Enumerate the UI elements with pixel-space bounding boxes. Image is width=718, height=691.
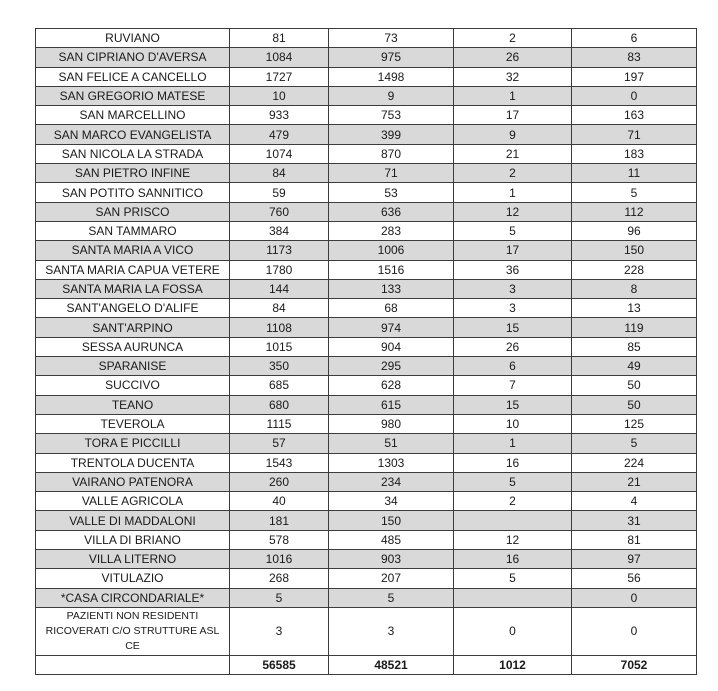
deaths-cell: 5 xyxy=(454,569,572,588)
table-row xyxy=(36,29,697,48)
municipality-name-cell: SAN MARCO EVANGELISTA xyxy=(36,125,230,144)
active-cases-cell: 7052 xyxy=(572,655,697,674)
total-cases-cell: 578 xyxy=(230,530,329,549)
deaths-cell: 2 xyxy=(454,29,572,48)
recovered-cell: 234 xyxy=(329,472,454,491)
deaths-cell: 17 xyxy=(454,241,572,260)
municipality-name-cell: SAN NICOLA LA STRADA xyxy=(36,144,230,163)
municipality-name-cell: SAN TAMMARO xyxy=(36,221,230,240)
table-row xyxy=(36,299,697,318)
municipality-name-cell xyxy=(36,655,230,674)
deaths-cell: 5 xyxy=(454,221,572,240)
table-row xyxy=(36,221,697,240)
table-row xyxy=(36,588,697,607)
total-cases-cell: 1015 xyxy=(230,337,329,356)
deaths-cell xyxy=(454,511,572,530)
recovered-cell: 48521 xyxy=(329,655,454,674)
deaths-cell: 21 xyxy=(454,144,572,163)
municipality-name-cell: VILLA DI BRIANO xyxy=(36,530,230,549)
total-cases-cell: 144 xyxy=(230,279,329,298)
municipality-name-cell: RUVIANO xyxy=(36,29,230,48)
active-cases-cell: 0 xyxy=(572,607,697,655)
municipality-name-cell: TORA E PICCILLI xyxy=(36,434,230,453)
municipality-name-cell: SAN CIPRIANO D'AVERSA xyxy=(36,48,230,67)
total-cases-cell: 933 xyxy=(230,106,329,125)
recovered-cell: 980 xyxy=(329,414,454,433)
active-cases-cell: 150 xyxy=(572,241,697,260)
table-row xyxy=(36,279,697,298)
recovered-cell: 399 xyxy=(329,125,454,144)
active-cases-cell: 224 xyxy=(572,453,697,472)
total-cases-cell: 384 xyxy=(230,221,329,240)
active-cases-cell: 6 xyxy=(572,29,697,48)
active-cases-cell: 183 xyxy=(572,144,697,163)
table-row xyxy=(36,472,697,491)
table-row xyxy=(36,395,697,414)
recovered-cell: 903 xyxy=(329,550,454,569)
total-cases-cell: 1016 xyxy=(230,550,329,569)
deaths-cell: 2 xyxy=(454,164,572,183)
deaths-cell: 1012 xyxy=(454,655,572,674)
municipality-name-cell: VAIRANO PATENORA xyxy=(36,472,230,491)
total-cases-cell: 1108 xyxy=(230,318,329,337)
recovered-cell: 9 xyxy=(329,86,454,105)
total-cases-cell: 685 xyxy=(230,376,329,395)
municipality-name-cell: SAN FELICE A CANCELLO xyxy=(36,67,230,86)
table-row xyxy=(36,511,697,530)
table-row xyxy=(36,202,697,221)
active-cases-cell: 85 xyxy=(572,337,697,356)
municipality-name-cell: VALLE AGRICOLA xyxy=(36,492,230,511)
municipality-name-cell: SAN POTITO SANNITICO xyxy=(36,183,230,202)
active-cases-cell: 119 xyxy=(572,318,697,337)
table-row xyxy=(36,241,697,260)
recovered-cell: 71 xyxy=(329,164,454,183)
total-cases-cell: 84 xyxy=(230,299,329,318)
total-cases-cell: 59 xyxy=(230,183,329,202)
recovered-cell: 295 xyxy=(329,357,454,376)
municipality-name-cell: SESSA AURUNCA xyxy=(36,337,230,356)
municipality-name-cell: SAN MARCELLINO xyxy=(36,106,230,125)
active-cases-cell: 21 xyxy=(572,472,697,491)
deaths-cell: 1 xyxy=(454,183,572,202)
totals-row xyxy=(36,655,697,674)
total-cases-cell: 57 xyxy=(230,434,329,453)
total-cases-cell: 181 xyxy=(230,511,329,530)
active-cases-cell: 5 xyxy=(572,183,697,202)
active-cases-cell: 49 xyxy=(572,357,697,376)
recovered-cell: 3 xyxy=(329,607,454,655)
recovered-cell: 34 xyxy=(329,492,454,511)
recovered-cell: 615 xyxy=(329,395,454,414)
deaths-cell: 36 xyxy=(454,260,572,279)
deaths-cell: 15 xyxy=(454,395,572,414)
deaths-cell: 32 xyxy=(454,67,572,86)
municipality-name-cell: SUCCIVO xyxy=(36,376,230,395)
table-row xyxy=(36,357,697,376)
active-cases-cell: 4 xyxy=(572,492,697,511)
table-row xyxy=(36,106,697,125)
deaths-cell: 2 xyxy=(454,492,572,511)
total-cases-cell: 10 xyxy=(230,86,329,105)
deaths-cell: 1 xyxy=(454,86,572,105)
active-cases-cell: 83 xyxy=(572,48,697,67)
active-cases-cell: 31 xyxy=(572,511,697,530)
table-row xyxy=(36,164,697,183)
table-row xyxy=(36,125,697,144)
total-cases-cell: 40 xyxy=(230,492,329,511)
recovered-cell: 53 xyxy=(329,183,454,202)
recovered-cell: 51 xyxy=(329,434,454,453)
total-cases-cell: 260 xyxy=(230,472,329,491)
table-body xyxy=(36,29,697,675)
active-cases-cell: 50 xyxy=(572,395,697,414)
municipality-name-cell: VITULAZIO xyxy=(36,569,230,588)
municipality-name-cell: *CASA CIRCONDARIALE* xyxy=(36,588,230,607)
table-row xyxy=(36,492,697,511)
deaths-cell: 17 xyxy=(454,106,572,125)
recovered-cell: 870 xyxy=(329,144,454,163)
deaths-cell: 15 xyxy=(454,318,572,337)
total-cases-cell: 268 xyxy=(230,569,329,588)
total-cases-cell: 1727 xyxy=(230,67,329,86)
total-cases-cell: 56585 xyxy=(230,655,329,674)
recovered-cell: 753 xyxy=(329,106,454,125)
deaths-cell: 0 xyxy=(454,607,572,655)
municipality-name-cell: SANTA MARIA A VICO xyxy=(36,241,230,260)
total-cases-cell: 760 xyxy=(230,202,329,221)
active-cases-cell: 8 xyxy=(572,279,697,298)
deaths-cell: 9 xyxy=(454,125,572,144)
municipality-name-cell: TEANO xyxy=(36,395,230,414)
active-cases-cell: 13 xyxy=(572,299,697,318)
active-cases-cell: 97 xyxy=(572,550,697,569)
total-cases-cell: 1780 xyxy=(230,260,329,279)
deaths-cell: 12 xyxy=(454,530,572,549)
active-cases-cell: 228 xyxy=(572,260,697,279)
deaths-cell: 6 xyxy=(454,357,572,376)
total-cases-cell: 81 xyxy=(230,29,329,48)
municipality-name-cell: VALLE DI MADDALONI xyxy=(36,511,230,530)
total-cases-cell: 1115 xyxy=(230,414,329,433)
municipality-name-cell: SANT'ANGELO D'ALIFE xyxy=(36,299,230,318)
deaths-cell: 3 xyxy=(454,299,572,318)
recovered-cell: 150 xyxy=(329,511,454,530)
total-cases-cell: 1543 xyxy=(230,453,329,472)
active-cases-cell: 163 xyxy=(572,106,697,125)
total-cases-cell: 84 xyxy=(230,164,329,183)
deaths-cell xyxy=(454,588,572,607)
total-cases-cell: 1173 xyxy=(230,241,329,260)
recovered-cell: 1516 xyxy=(329,260,454,279)
table-row xyxy=(36,530,697,549)
deaths-cell: 5 xyxy=(454,472,572,491)
table-row xyxy=(36,337,697,356)
deaths-cell: 10 xyxy=(454,414,572,433)
active-cases-cell: 5 xyxy=(572,434,697,453)
municipality-name-cell: SANTA MARIA LA FOSSA xyxy=(36,279,230,298)
active-cases-cell: 56 xyxy=(572,569,697,588)
total-cases-cell: 3 xyxy=(230,607,329,655)
table-row xyxy=(36,260,697,279)
deaths-cell: 3 xyxy=(454,279,572,298)
active-cases-cell: 125 xyxy=(572,414,697,433)
active-cases-cell: 96 xyxy=(572,221,697,240)
table-row xyxy=(36,434,697,453)
recovered-cell: 974 xyxy=(329,318,454,337)
municipality-name-cell: SANTA MARIA CAPUA VETERE xyxy=(36,260,230,279)
recovered-cell: 1006 xyxy=(329,241,454,260)
active-cases-cell: 112 xyxy=(572,202,697,221)
recovered-cell: 904 xyxy=(329,337,454,356)
table-row xyxy=(36,183,697,202)
municipality-name-cell: SAN PIETRO INFINE xyxy=(36,164,230,183)
table-row xyxy=(36,86,697,105)
deaths-cell: 16 xyxy=(454,550,572,569)
deaths-cell: 1 xyxy=(454,434,572,453)
total-cases-cell: 1084 xyxy=(230,48,329,67)
table-row xyxy=(36,376,697,395)
table-row xyxy=(36,144,697,163)
recovered-cell: 1303 xyxy=(329,453,454,472)
municipality-name-cell: SAN GREGORIO MATESE xyxy=(36,86,230,105)
recovered-cell: 485 xyxy=(329,530,454,549)
municipality-name-cell: SAN PRISCO xyxy=(36,202,230,221)
deaths-cell: 26 xyxy=(454,337,572,356)
total-cases-cell: 1074 xyxy=(230,144,329,163)
municipality-name-cell: TEVEROLA xyxy=(36,414,230,433)
active-cases-cell: 0 xyxy=(572,86,697,105)
recovered-cell: 283 xyxy=(329,221,454,240)
total-cases-cell: 5 xyxy=(230,588,329,607)
municipality-name-cell: VILLA LITERNO xyxy=(36,550,230,569)
active-cases-cell: 81 xyxy=(572,530,697,549)
active-cases-cell: 11 xyxy=(572,164,697,183)
recovered-cell: 133 xyxy=(329,279,454,298)
total-cases-cell: 680 xyxy=(230,395,329,414)
municipality-name-cell: TRENTOLA DUCENTA xyxy=(36,453,230,472)
active-cases-cell: 0 xyxy=(572,588,697,607)
recovered-cell: 636 xyxy=(329,202,454,221)
table-row xyxy=(36,453,697,472)
municipality-name-cell: SANT'ARPINO xyxy=(36,318,230,337)
active-cases-cell: 197 xyxy=(572,67,697,86)
municipality-cases-table xyxy=(35,28,697,675)
table-row xyxy=(36,48,697,67)
table-row xyxy=(36,550,697,569)
municipality-name-cell: SPARANISE xyxy=(36,357,230,376)
table-row xyxy=(36,67,697,86)
total-cases-cell: 350 xyxy=(230,357,329,376)
recovered-cell: 73 xyxy=(329,29,454,48)
recovered-cell: 628 xyxy=(329,376,454,395)
deaths-cell: 16 xyxy=(454,453,572,472)
municipality-name-cell: PAZIENTI NON RESIDENTI RICOVERATI C/O STRUTTURE ASL CE xyxy=(36,607,230,655)
recovered-cell: 5 xyxy=(329,588,454,607)
recovered-cell: 1498 xyxy=(329,67,454,86)
recovered-cell: 207 xyxy=(329,569,454,588)
active-cases-cell: 50 xyxy=(572,376,697,395)
deaths-cell: 26 xyxy=(454,48,572,67)
deaths-cell: 12 xyxy=(454,202,572,221)
recovered-cell: 68 xyxy=(329,299,454,318)
total-cases-cell: 479 xyxy=(230,125,329,144)
table-row xyxy=(36,318,697,337)
table-row xyxy=(36,569,697,588)
active-cases-cell: 71 xyxy=(572,125,697,144)
recovered-cell: 975 xyxy=(329,48,454,67)
table-row xyxy=(36,414,697,433)
deaths-cell: 7 xyxy=(454,376,572,395)
non-resident-patients-row xyxy=(36,607,697,655)
